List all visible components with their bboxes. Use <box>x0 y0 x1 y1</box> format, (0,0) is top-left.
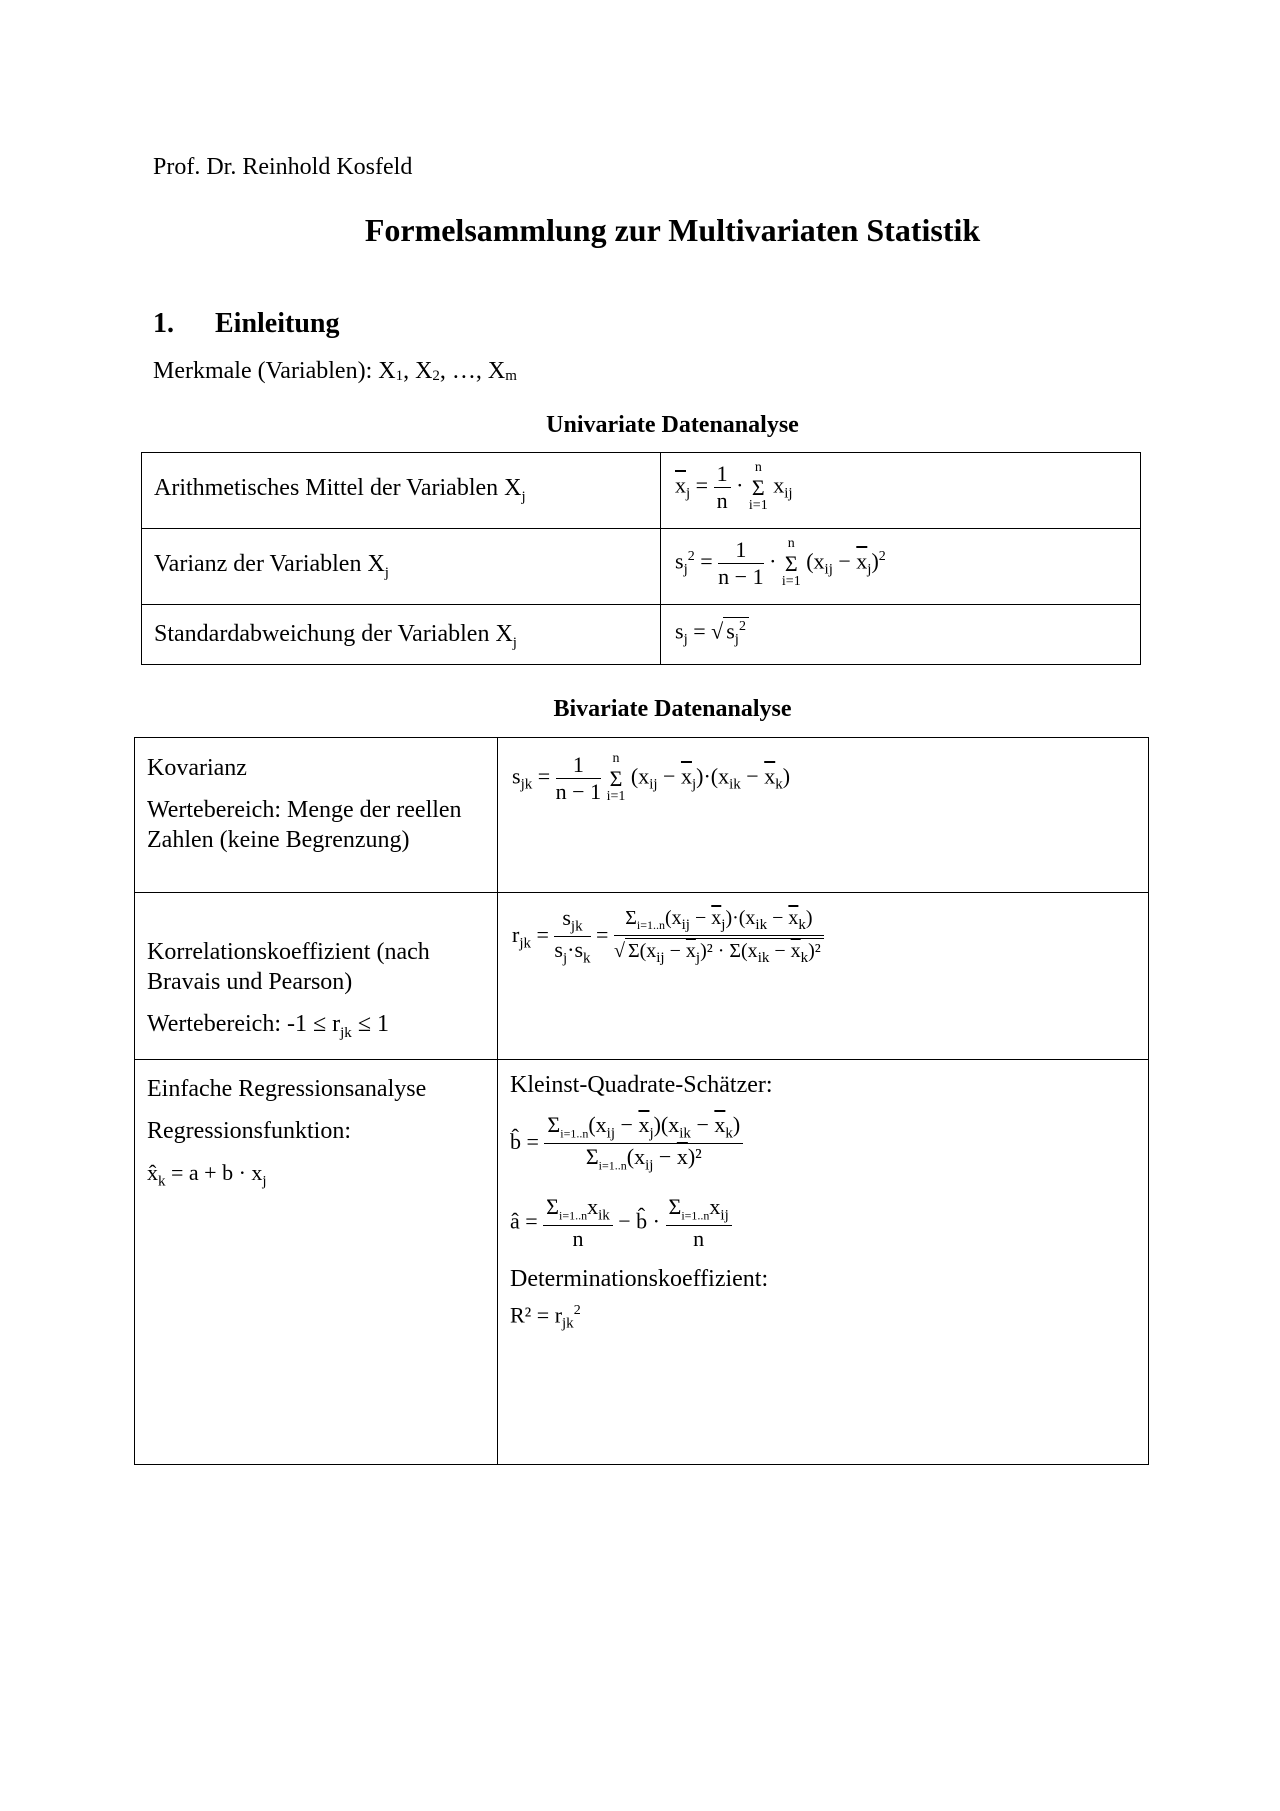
table-cell <box>142 453 661 529</box>
ls-label: Kleinst-Quadrate-Schätzer: <box>510 1072 773 1098</box>
formula-a-hat: â = $\frac{\Sigma_{i=1..n}x_{ik}}{n}$ − b̂ · $\frac{\Sigma_{i=1..n}x_{ij}}{n}$ <box>510 1196 1136 1250</box>
author: Prof. Dr. Reinhold Kosfeld <box>153 154 413 180</box>
row-label-sub: j <box>521 488 526 505</box>
det-label: Determinationskoeffizient: <box>510 1266 769 1293</box>
row-label-sub: j <box>384 564 389 581</box>
univariate-table <box>141 452 1141 665</box>
regression-formulas <box>498 1060 1149 1465</box>
regression-function-label: Regressionsfunktion: <box>147 1118 351 1144</box>
table-cell <box>135 893 498 1060</box>
table-row <box>142 453 1141 529</box>
formula-stddev: $s_j$ = √ $s_j^2$ <box>661 605 1141 665</box>
kovarianz-range: Wertebereich: Menge der reellen Zahlen (keine Begrenzung) <box>147 797 462 853</box>
table-cell <box>142 529 661 605</box>
range-prefix: Wertebereich: -1 ≤ r <box>147 1011 341 1037</box>
bivariate-caption: Bivariate Datenanalyse <box>553 696 792 722</box>
merkmale-sub-1: 1 <box>395 368 404 384</box>
formula-covariance: $s_{jk}$ = $\frac{1}{n - 1}$ n Σ i=1 $(x_{ij} - \overline{x}_j)\cdot(x_{ik} - \overline{x}_k)$ <box>498 738 1149 893</box>
univariate-caption: Univariate Datenanalyse <box>546 412 799 438</box>
merkmale-x2: X <box>415 358 433 384</box>
table-row <box>135 738 1149 893</box>
section-title: Einleitung <box>215 308 340 339</box>
merkmale-dots: , …, X <box>439 358 506 384</box>
regression-function: $x̂_k = a + b \cdot x_j$ <box>147 1160 267 1190</box>
row-label: Standardabweichung der Variablen X <box>154 621 513 647</box>
formula-variance: $s_j^2$ = $\frac{1}{n - 1}$ · n Σ i=1 $(x_{ij} - \overline{x}_j)^2$ <box>661 529 1141 605</box>
table-cell <box>142 605 661 665</box>
section-number: 1. <box>153 308 174 339</box>
merkmale-sub-2: 2 <box>432 368 440 384</box>
table-row <box>142 529 1141 605</box>
table-row <box>135 893 1149 1060</box>
table-row <box>135 1060 1149 1465</box>
formula-mean: $\overline{x}_j$ = $\frac{1}{n}$ · n Σ i=1 $x_{ij}$ <box>661 453 1141 529</box>
range-sub: jk <box>340 1024 352 1041</box>
range-suffix: ≤ 1 <box>351 1011 389 1037</box>
formula-b-hat: b̂ = $\frac{\Sigma_{i=1..n}(x_{ij} - \overline{x}_j)(x_{ik} - \overline{x}_k)}{\Sigma_{i=1..n}(x_{ij} - \overline{x})^2}$ <box>510 1114 1136 1174</box>
table-cell <box>135 1060 498 1465</box>
regression-title: Einfache Regressionsanalyse <box>147 1076 427 1102</box>
merkmale-line <box>153 358 517 385</box>
table-row <box>142 605 1141 665</box>
kovarianz-title: Kovarianz <box>147 755 247 781</box>
bivariate-table <box>134 737 1149 1465</box>
row-label-sub: j <box>512 634 517 651</box>
formula-r2: $R^2 = r_{jk}^2$ <box>510 1302 581 1332</box>
formula-correlation: $r_{jk}$ = $\frac{s_{jk}}{s_j\cdot s_k}$ = $\frac{\Sigma_{i=1..n}(x_{ij} - \overline{x}_j)\cdot(x_{ik} - \overline{x}_k)}{√ \Sigma(x_{ij} - \overline{x}_j)^2 \cdot \Sigma(x_{ik} - \overline{x}_k)^2}$ <box>498 893 1149 1060</box>
merkmale-text: Merkmale (Variablen): X <box>153 358 396 384</box>
korrelation-range <box>147 1009 485 1048</box>
korrelation-title: Korrelationskoeffizient (nach Bravais und Pearson) <box>147 939 430 995</box>
merkmale-sep-1: , <box>403 358 416 384</box>
merkmale-sub-m: m <box>505 368 517 384</box>
row-label: Arithmetisches Mittel der Variablen X <box>154 475 522 501</box>
document-title: Formelsammlung zur Multivariaten Statistik <box>364 212 981 248</box>
table-cell <box>135 738 498 893</box>
r2-text: R² = <box>510 1302 550 1328</box>
row-label: Varianz der Variablen X <box>154 551 385 577</box>
